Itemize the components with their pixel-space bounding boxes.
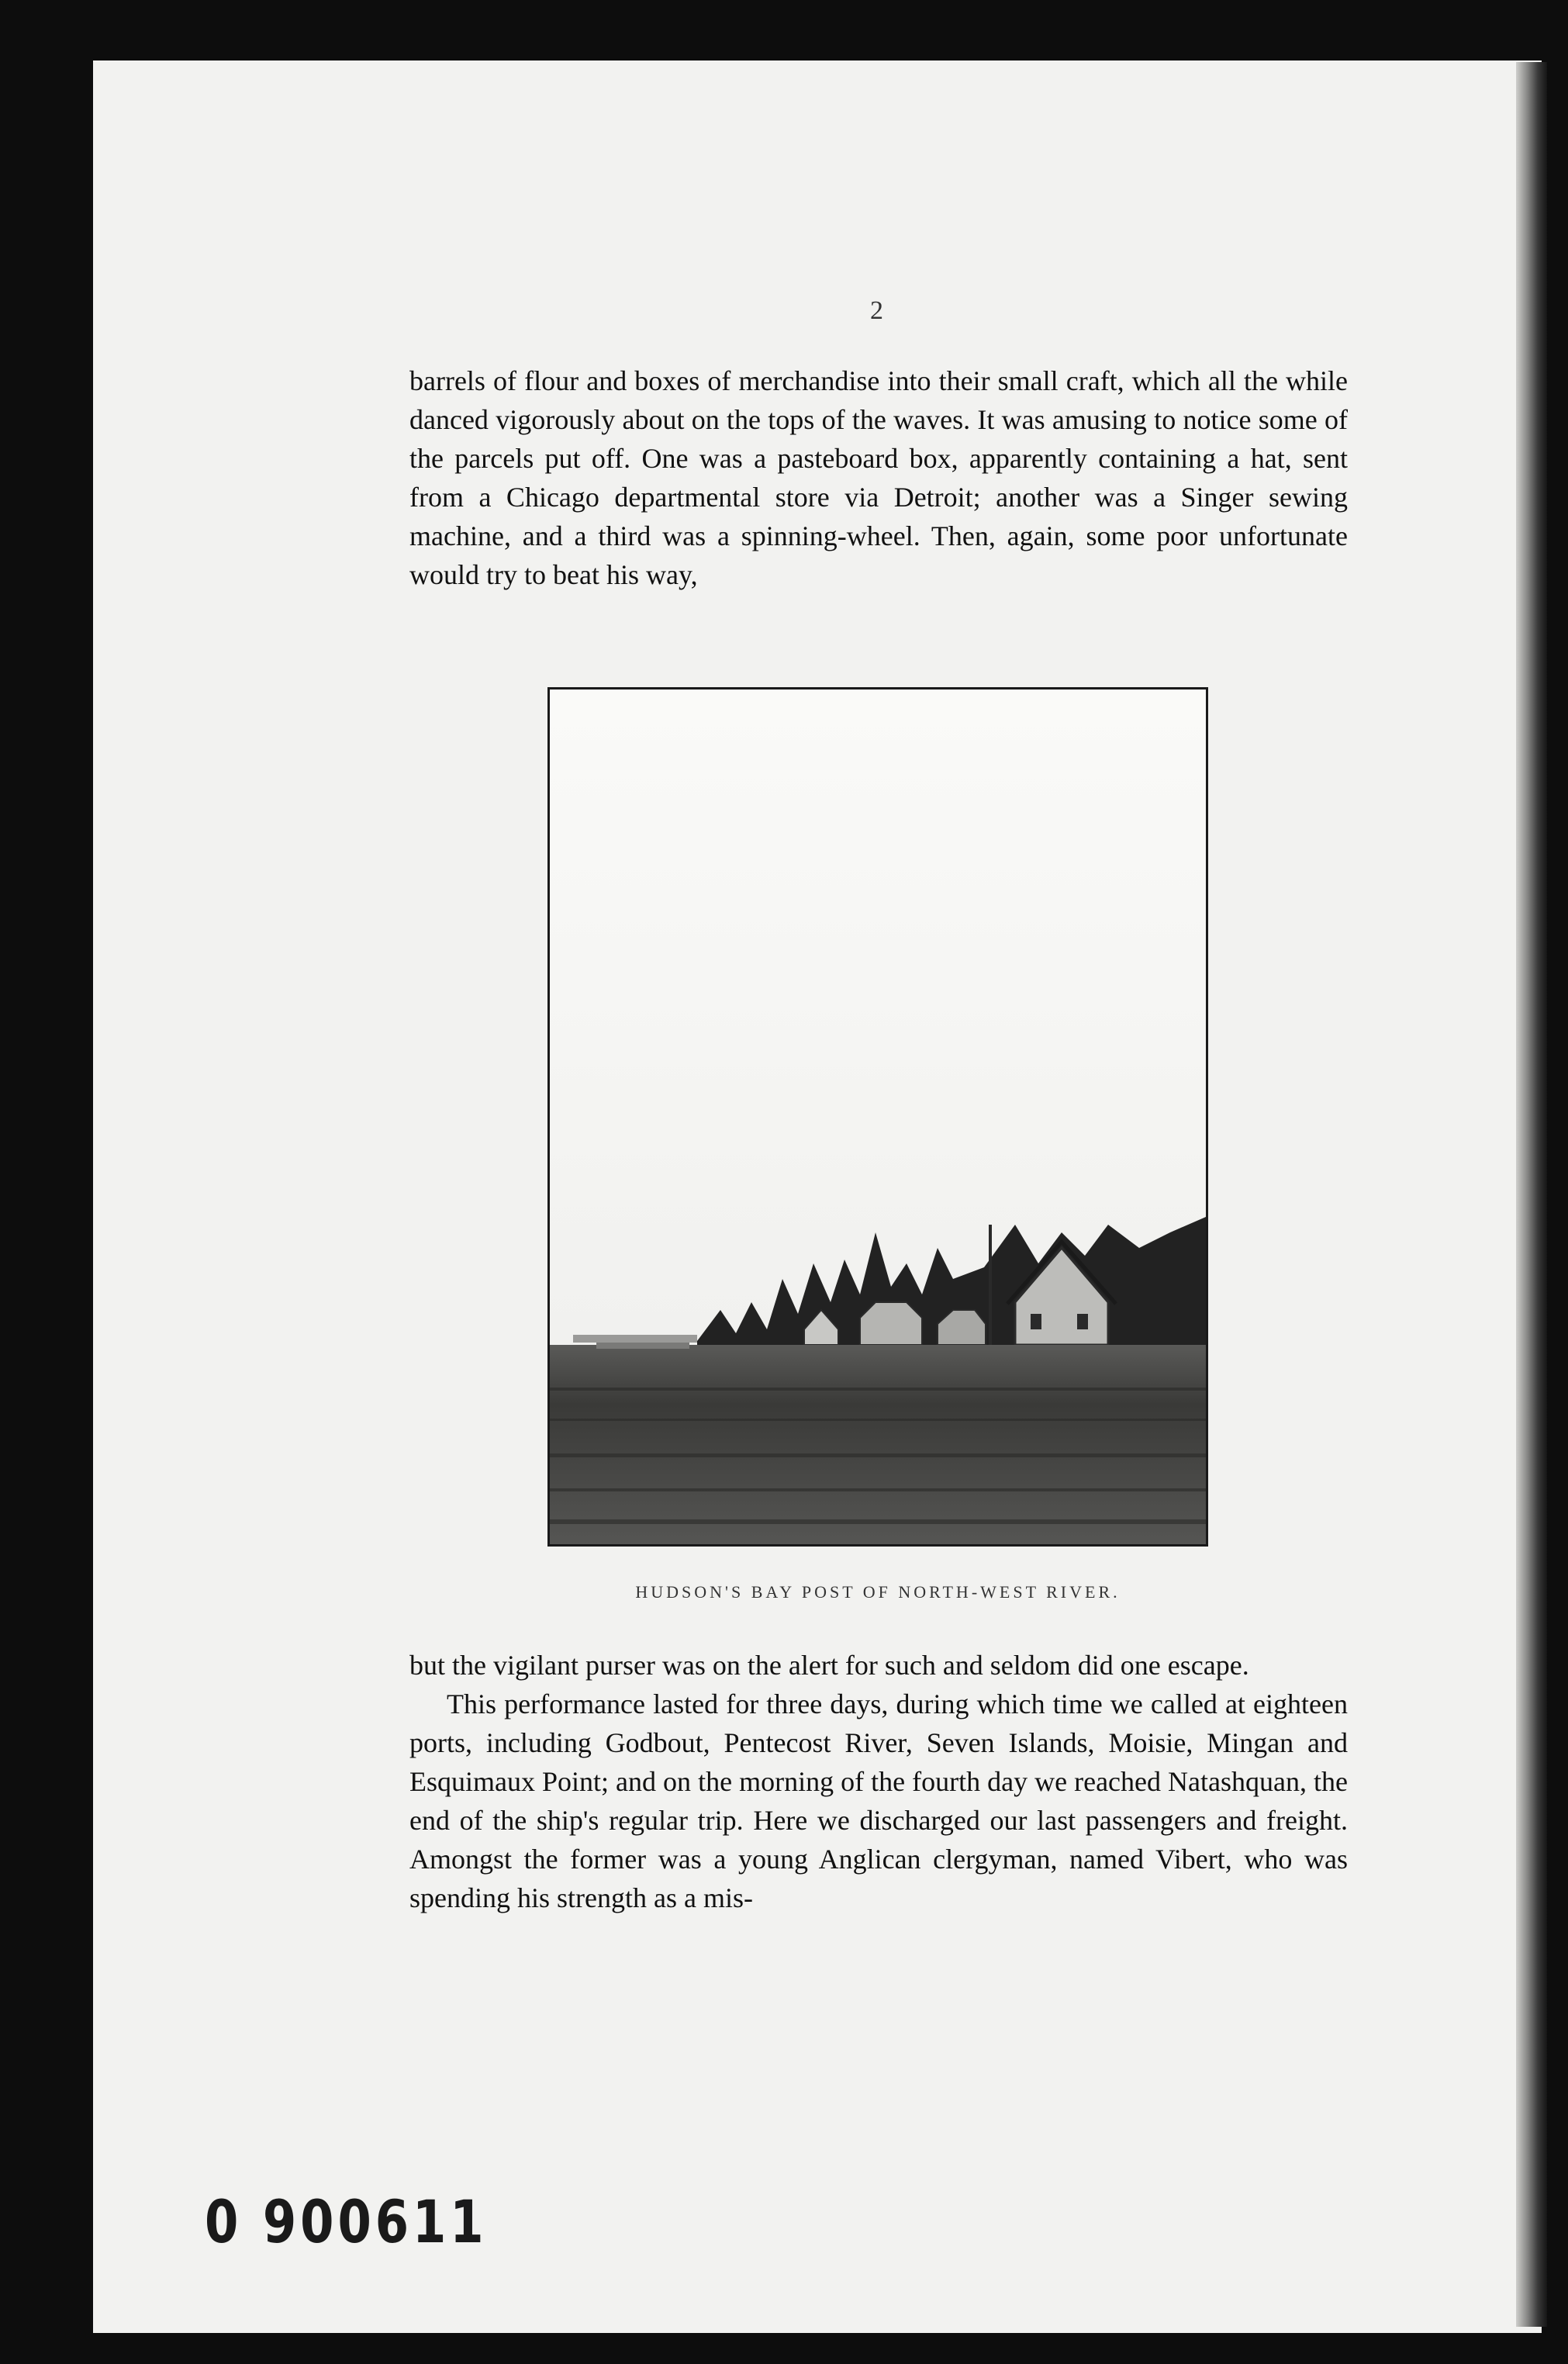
paragraph: but the vigilant purser was on the alert for such and seldom did one escape.	[409, 1650, 1249, 1681]
paragraph: barrels of flour and boxes of merchandise into their small craft, which all the while danced vigorously about on the tops of the waves. It was amusing to notice some of the parcels put off. One was a pasteboard box, apparently containing a hat, sent from a Chicago departmental store via Detroit; another was a Singer sewing machine, and a third was a spinning-wheel. Then, again, some poor unfortunate would try to beat his way,	[409, 365, 1348, 590]
ground	[550, 1345, 1206, 1544]
microfiche-identifier: 0 900611	[205, 2187, 488, 2256]
page-binding-edge	[1516, 62, 1547, 2327]
photograph-frame	[547, 687, 1208, 1547]
flagpole	[989, 1225, 992, 1349]
page-number: 2	[870, 296, 883, 325]
figure-caption: HUDSON'S BAY POST OF NORTH-WEST RIVER.	[635, 1582, 1121, 1602]
body-text-bottom	[409, 1646, 1348, 1917]
store-building	[860, 1302, 922, 1345]
paragraph: This performance lasted for three days, during which time we called at eighteen ports, including Godbout, Pentecost River, Seven Islands, Moisie, Mingan and Esquimaux Point; and on the morning of the fourth day we reached Natashquan, the end of the ship's regular trip. Here we discharged our last passengers and freight. Amongst the former was a young Anglican clergyman, named Vibert, who was spending his strength as a mis-	[409, 1688, 1348, 1913]
photograph-hudsons-bay-post	[550, 690, 1206, 1544]
body-text-top	[409, 361, 1348, 594]
